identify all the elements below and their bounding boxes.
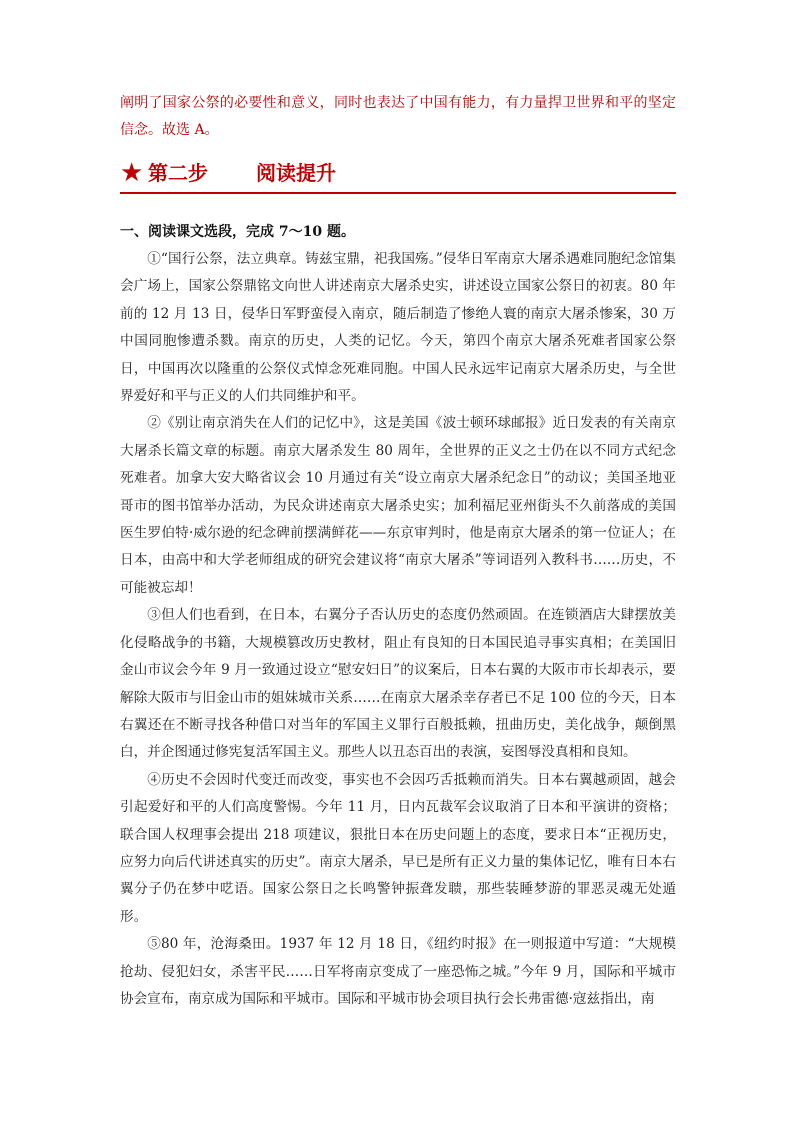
section-heading: 一、阅读课文选段，完成 7～10 题。	[120, 224, 355, 240]
step-subtitle: 阅读提升	[256, 161, 336, 185]
step-title: 第二步	[148, 161, 208, 185]
star-icon: ★	[120, 158, 144, 188]
step-header	[120, 158, 676, 194]
paragraph-2: ②《别让南京消失在人们的记忆中》，这是美国《波士顿环球邮报》近日发表的有关南京大屠杀长篇文章的标题。南京大屠杀发生 80 周年，全世界的正义之士仍在以不同方式纪念死难者。加拿大安大略省议会 10 月通过有关“设立南京大屠杀纪念日”的动议；美国圣地亚哥市的图书馆举办活动，为民众讲述南京大屠杀史实；加利福尼亚州街头不久前落成的美国医生罗伯特·威尔逊的纪念碑前摆满鲜花——东京审判时，他是南京大屠杀的第一位证人；在日本，由高中和大学老师组成的研究会建议将“南京大屠杀”等词语列入教科书……历史，不可能被忘却！	[120, 415, 676, 596]
paragraph-1: ①“国行公祭，法立典章。铸兹宝鼎，祀我国殇。”侵华日军南京大屠杀遇难同胞纪念馆集会广场上，国家公祭鼎铭文向世人讲述南京大屠杀史实，讲述设立国家公祭日的初衷。80 年前的 12 月 13 日，侵华日军野蛮侵入南京，随后制造了惨绝人寰的南京大屠杀惨案，30 万中国同胞惨遭杀戮。南京的历史，人类的记忆。今天，第四个南京大屠杀死难者国家公祭日，中国再次以隆重的公祭仪式悼念死难同胞。中国人民永远牢记南京大屠杀历史，与全世界爱好和平与正义的人们共同维护和平。	[120, 251, 676, 405]
paragraph-4: ④历史不会因时代变迁而改变，事实也不会因巧舌抵赖而消失。日本右翼越顽固，越会引起爱好和平的人们高度警惕。今年 11 月，日内瓦裁军会议取消了日本和平演讲的资格；联合国人权理事会提出 218 项建议，狠批日本在历史问题上的态度，要求日本“正视历史，应努力向后代讲述真实的历史”。南京大屠杀，早已是所有正义力量的集体记忆，唯有日本右翼分子仍在梦中呓语。国家公祭日之长鸣警钟振聋发聩，那些装睡梦游的罪恶灵魂无处遁形。	[120, 771, 676, 925]
paragraph-3: ③但人们也看到，在日本，右翼分子否认历史的态度仍然顽固。在连锁酒店大肆摆放美化侵略战争的书籍，大规模篡改历史教材，阻止有良知的日本国民追寻事实真相；在美国旧金山市议会今年 9 月一致通过设立“慰安妇日”的议案后，日本右翼的大阪市市长却表示，要解除大阪市与旧金山市的姐妹城市关系……在南京大屠杀幸存者已不足 100 位的今天，日本右翼还在不断寻找各种借口对当年的军国主义罪行百般抵赖，扭曲历史，美化战争，颠倒黑白，并企图通过修宪复活军国主义。那些人以丑态百出的表演，妄图辱没真相和良知。	[120, 607, 676, 761]
intro-text: 阐明了国家公祭的必要性和意义，同时也表达了中国有能力，有力量捍卫世界和平的坚定信念。故选 A。	[120, 95, 676, 138]
document-content	[120, 90, 676, 1013]
paragraph-5: ⑤80 年，沧海桑田。1937 年 12 月 18 日，《纽约时报》在一则报道中写道：“大规模抢劫、侵犯妇女，杀害平民……日军将南京变成了一座恐怖之城。”今年 9 月，国际和平城市协会宣布，南京成为国际和平城市。国际和平城市协会项目执行会长弗雷德·寇兹指出，南	[120, 936, 676, 1007]
